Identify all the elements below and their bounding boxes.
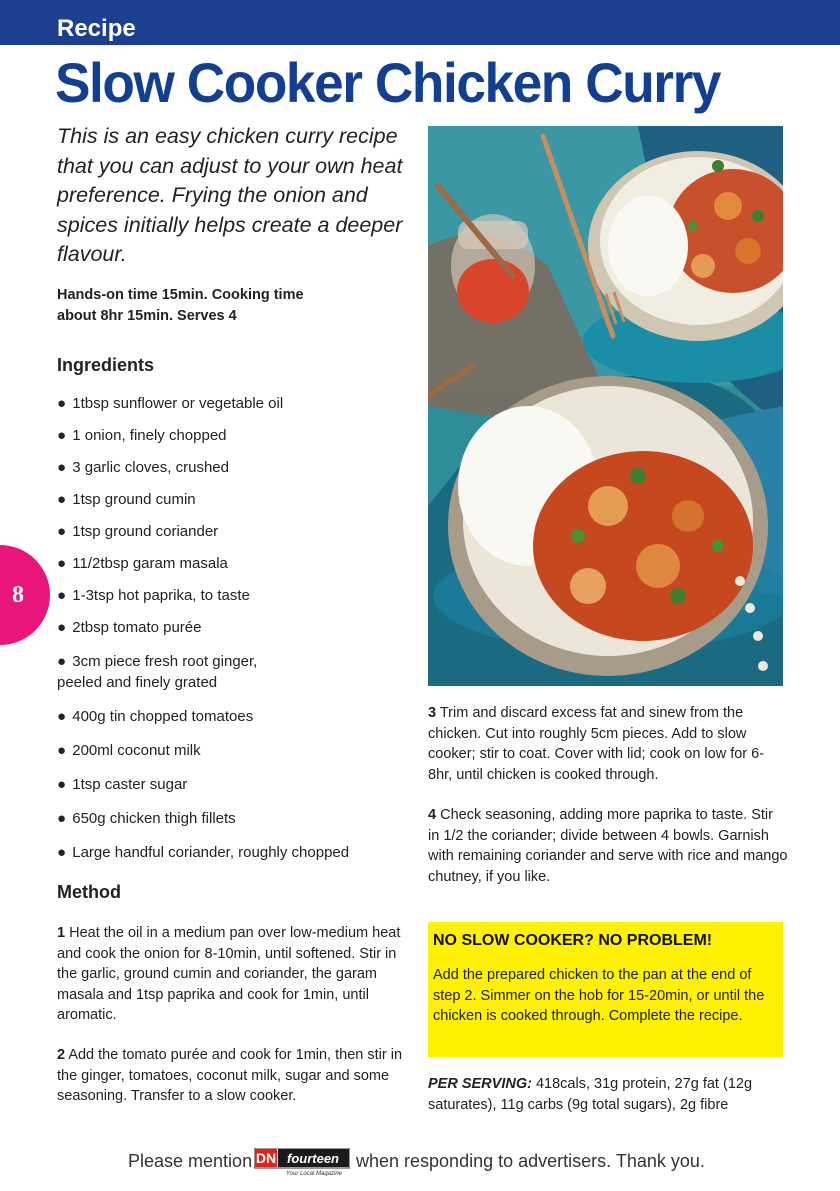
- recipe-title: Slow Cooker Chicken Curry: [55, 51, 721, 114]
- method-step-2: 2 Add the tomato purée and cook for 1min, then stir in the ginger, tomatoes, coconut milk, sugar and some seasoning. Transfer to a slow cooker.: [57, 1047, 403, 1104]
- ingredient-item: ● Large handful coriander, roughly chopped: [57, 844, 350, 861]
- ingredient-item: ● 1tbsp sunflower or vegetable oil: [57, 395, 284, 412]
- page-number: 8: [12, 582, 24, 608]
- step-number: 4: [428, 807, 437, 823]
- bullet-icon: ●: [57, 395, 67, 412]
- bullet-icon: ●: [57, 742, 67, 759]
- timing-info: Hands-on time 15min. Cooking time about 8hr 15min. Serves 4: [57, 287, 304, 324]
- bullet-icon: ●: [57, 427, 67, 444]
- tip-callout: [428, 922, 783, 1057]
- logo-word-text: fourteen: [287, 1151, 339, 1166]
- per-serving-label: PER SERVING:: [428, 1076, 532, 1092]
- ingredient-item: ● 11/2tbsp garam masala: [57, 555, 228, 572]
- ingredient-item: ● 3 garlic cloves, crushed: [57, 459, 229, 476]
- bullet-icon: ●: [57, 459, 67, 476]
- logo-dn-text: DN: [255, 1150, 277, 1166]
- bullet-icon: ●: [57, 587, 67, 604]
- logo-tagline-text: Your Local Magazine: [285, 1171, 343, 1176]
- method-step-3: 3 Trim and discard excess fat and sinew from the chicken. Cut into roughly 5cm pieces. Add to slow cooker; stir to coat. Cover with lid; cook on low for 6-8hr, until chicken is cooked through.: [428, 705, 765, 783]
- ingredient-item: ● 1tsp ground cumin: [57, 491, 196, 508]
- bullet-icon: ●: [57, 523, 67, 540]
- bullet-icon: ●: [57, 776, 67, 793]
- ingredient-item: ● 400g tin chopped tomatoes: [57, 708, 254, 725]
- step-number: 2: [57, 1047, 66, 1063]
- ingredient-item: ● 650g chicken thigh fillets: [57, 810, 236, 827]
- ingredient-item: ● 1-3tsp hot paprika, to taste: [57, 587, 250, 604]
- bullet-icon: ●: [57, 653, 67, 670]
- page-number-tab: [0, 545, 50, 645]
- method-heading: Method: [57, 882, 121, 902]
- recipe-photo: [428, 126, 783, 686]
- callout-title: NO SLOW COOKER? NO PROBLEM!: [433, 932, 713, 949]
- bullet-icon: ●: [57, 619, 67, 636]
- section-label: Recipe: [57, 15, 136, 42]
- ingredient-item: ● 200ml coconut milk: [57, 742, 201, 759]
- step-number: 1: [57, 925, 66, 941]
- method-step-1: 1 Heat the oil in a medium pan over low-medium heat and cook the onion for 8-10min, until softened. Stir in the garlic, ground cumin and coriander, the garam masala and 1tsp paprika and cook for 1min, until aromatic.: [57, 925, 401, 1023]
- ingredient-item: ● 3cm piece fresh root ginger, peeled and finely grated: [57, 653, 258, 691]
- ingredient-item: ● 1 onion, finely chopped: [57, 427, 227, 444]
- footer: [0, 1148, 840, 1174]
- callout-body: Add the prepared chicken to the pan at the end of step 2. Simmer on the hob for 15-20min, or until the chicken is cooked through. Complete the recipe.: [433, 967, 765, 1024]
- bullet-icon: ●: [57, 555, 67, 572]
- ingredients-heading: Ingredients: [57, 355, 155, 375]
- bullet-icon: ●: [57, 491, 67, 508]
- intro-text: This is an easy chicken curry recipe that you can adjust to your own heat preference. Frying the onion and spices initially helps create a deeper flavour.: [57, 124, 403, 266]
- footer-text-left: Please mention: [128, 1151, 253, 1171]
- method-step-4: 4 Check seasoning, adding more paprika to taste. Stir in 1/2 the coriander; divide between 4 bowls. Garnish with remaining coriander and serve with rice and mango chutney, if you like.: [428, 807, 788, 885]
- bullet-icon: ●: [57, 708, 67, 725]
- bullet-icon: ●: [57, 844, 67, 861]
- step-number: 3: [428, 705, 437, 721]
- ingredient-item: ● 1tsp caster sugar: [57, 776, 188, 793]
- ingredient-item: ● 2tbsp tomato purée: [57, 619, 202, 636]
- nutrition-info: PER SERVING: 418cals, 31g protein, 27g fat (12g saturates), 11g carbs (9g total sugars), 2g fibre: [428, 1076, 753, 1113]
- dn-fourteen-logo: [254, 1148, 350, 1176]
- footer-text-right: when responding to advertisers. Thank you.: [356, 1151, 705, 1171]
- ingredient-item: ● 1tsp ground coriander: [57, 523, 219, 540]
- bullet-icon: ●: [57, 810, 67, 827]
